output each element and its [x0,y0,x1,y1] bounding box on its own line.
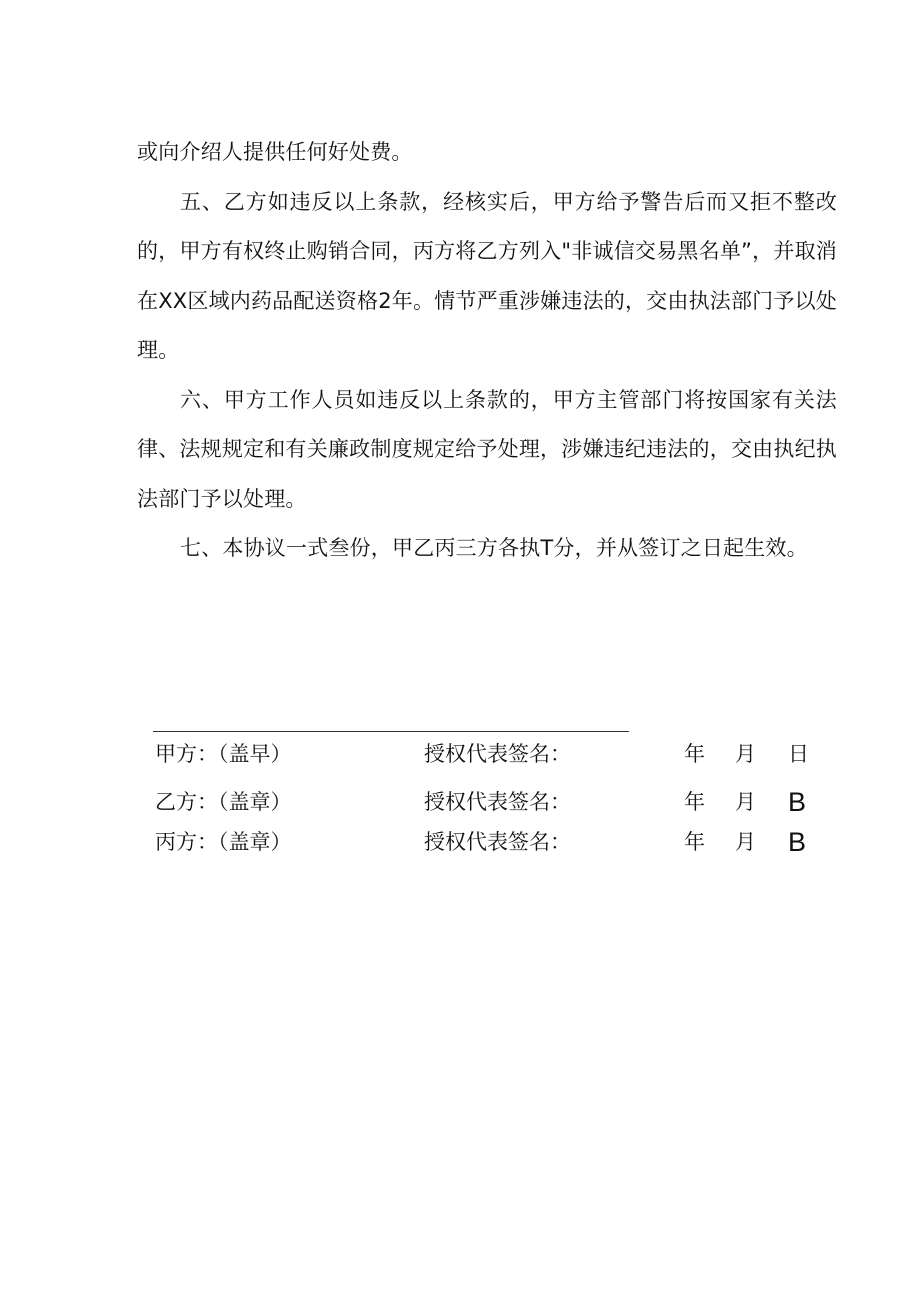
signature-row-party-c [0,824,920,860]
party-c-day: B [788,827,807,857]
signature-row-party-a [0,736,920,772]
party-b-year: 年 [684,790,705,814]
party-b-day: B [788,787,807,817]
paragraph-continuation: 或向介绍人提供任何好处费。 [137,140,413,164]
party-b-rep-label: 授权代表签名： [424,790,571,814]
party-a-rep-label: 授权代表签名： [424,742,571,766]
party-a-month: 月 [735,742,756,766]
party-c-rep-label: 授权代表签名： [424,830,571,854]
party-b-label: 乙方：（盖章） [155,790,292,814]
party-a-year: 年 [684,742,705,766]
paragraph-clause-7: 七、本协议一式叁份，甲乙丙三方各执T分，并从签订之日起生效。 [180,536,808,560]
signature-divider-line [153,731,629,732]
party-a-label: 甲方：（盖早） [155,742,292,766]
signature-row-party-b [0,784,920,820]
party-a-day: 日 [788,742,809,766]
party-c-year: 年 [684,830,705,854]
party-c-label: 丙方：（盖章） [155,830,292,854]
paragraph-clause-6: 六、甲方工作人员如违反以上条款的，甲方主管部门将按国家有关法律、法规规定和有关廉政制度规定给予处理，涉嫌违纪违法的，交由执纪执法部门予以处理。 [137,387,837,511]
paragraph-clause-5: 五、乙方如违反以上条款，经核实后，甲方给予警告后而又拒不整改的，甲方有权终止购销合同，丙方将乙方列入"非诚信交易黑名单”，并取消在XX区域内药品配送资格2年。情节严重涉嫌违法的，交由执法部门予以处理。 [137,189,837,362]
party-c-month: 月 [735,830,756,854]
agreement-body [137,128,837,574]
party-b-month: 月 [735,790,756,814]
